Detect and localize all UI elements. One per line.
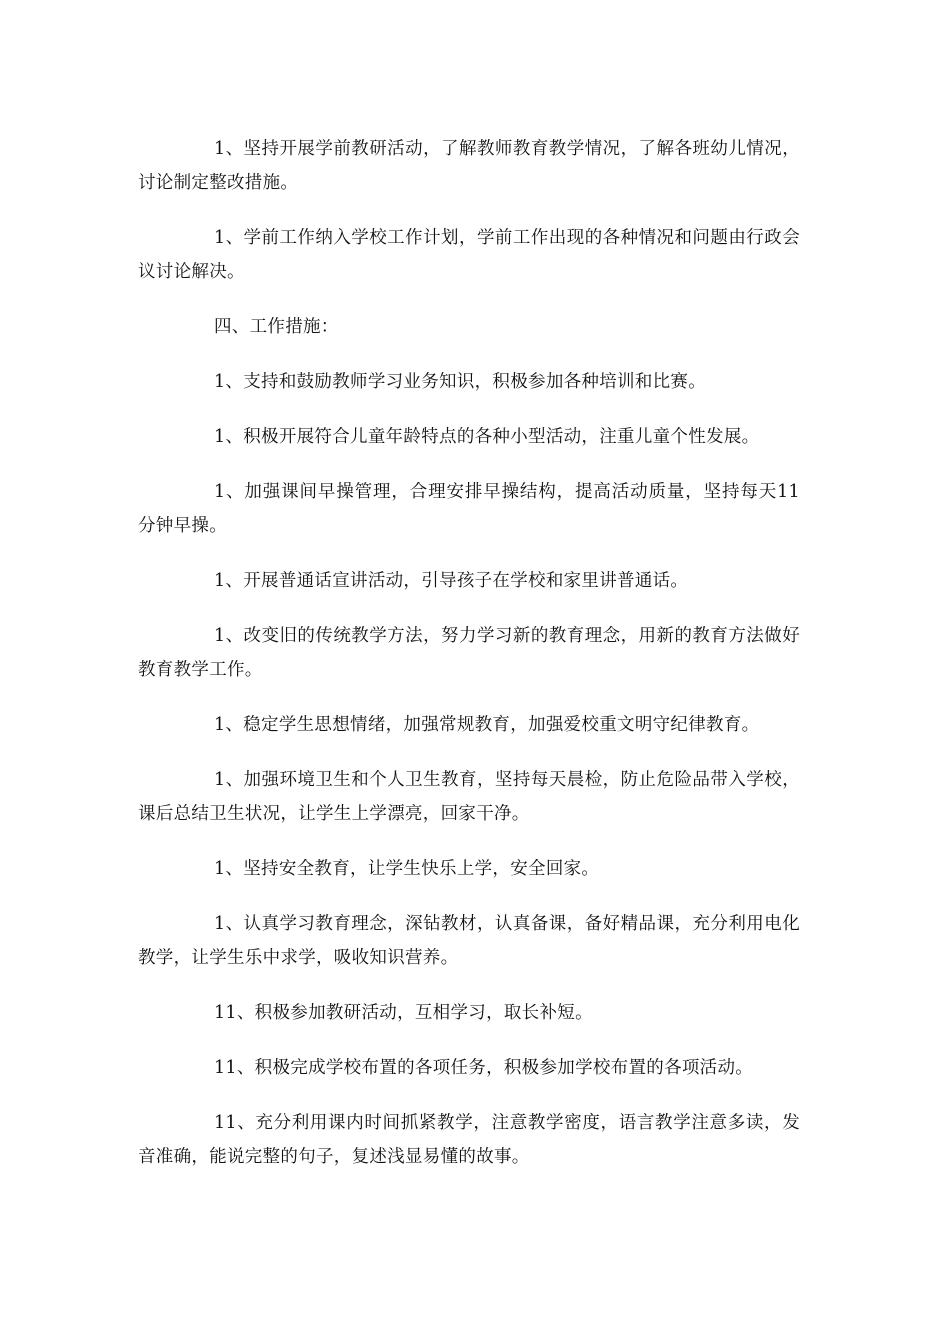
section-heading: 四、工作措施： [214, 317, 339, 337]
paragraph-2: 1、学前工作纳入学校工作计划，学前工作出现的各种情况和问题由行政会议讨论解决。 [138, 228, 800, 282]
paragraph-8: 1、稳定学生思想情绪，加强常规教育，加强爱校重文明守纪律教育。 [214, 715, 760, 735]
paragraph-3: 1、支持和鼓励教师学习业务知识，积极参加各种培训和比赛。 [214, 372, 707, 392]
paragraph-4: 1、积极开展符合儿童年龄特点的各种小型活动，注重儿童个性发展。 [214, 427, 760, 447]
paragraph-9: 1、加强环境卫生和个人卫生教育，坚持每天晨检，防止危险品带入学校，课后总结卫生状况，让学生上学漂亮，回家干净。 [138, 770, 800, 824]
paragraph-11: 1、认真学习教育理念，深钻教材，认真备课，备好精品课，充分利用电化教学，让学生乐中求学，吸收知识营养。 [138, 914, 800, 968]
paragraph-5: 1、加强课间早操管理，合理安排早操结构，提高活动质量，坚持每天11分钟早操。 [138, 482, 800, 536]
paragraph-14: 11、充分利用课内时间抓紧教学，注意教学密度，语言教学注意多读，发音准确，能说完整的句子，复述浅显易懂的故事。 [138, 1113, 800, 1167]
paragraph-7: 1、改变旧的传统教学方法，努力学习新的教育理念，用新的教育方法做好教育教学工作。 [138, 626, 800, 680]
document-body [138, 132, 800, 1195]
paragraph-13: 11、积极完成学校布置的各项任务，积极参加学校布置的各项活动。 [214, 1058, 754, 1078]
paragraph-1: 1、坚持开展学前教研活动，了解教师教育教学情况，了解各班幼儿情况，讨论制定整改措施。 [138, 139, 800, 193]
paragraph-6: 1、开展普通话宣讲活动，引导孩子在学校和家里讲普通话。 [214, 571, 689, 591]
paragraph-10: 1、坚持安全教育，让学生快乐上学，安全回家。 [214, 859, 600, 879]
paragraph-12: 11、积极参加教研活动，互相学习，取长补短。 [214, 1003, 593, 1023]
